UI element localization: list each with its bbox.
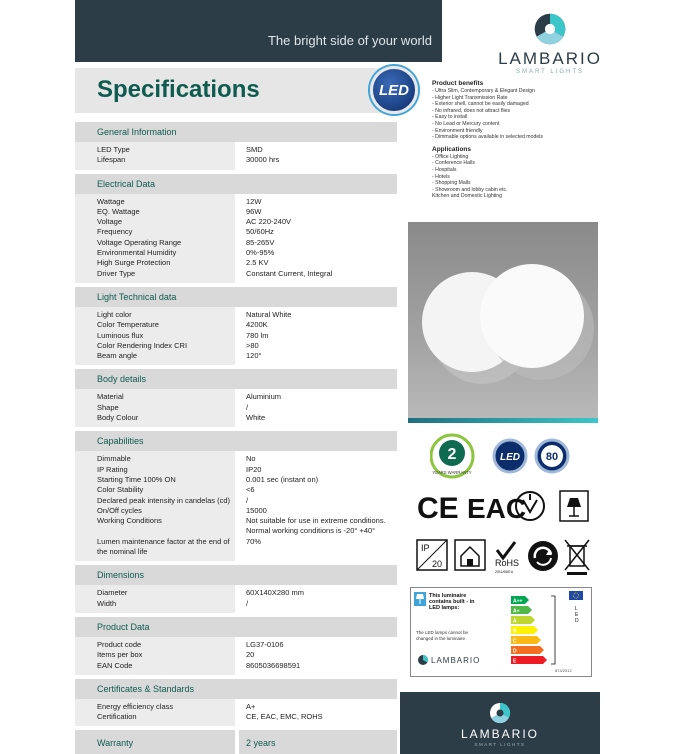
spec-value: 96W [246, 206, 262, 216]
footer-brand-sub: SMART LIGHTS [474, 742, 526, 747]
spec-value: 15000 [246, 505, 267, 515]
spec-label: Environmental Humidity [97, 248, 177, 258]
spec-label: Working Conditions [97, 516, 162, 526]
spec-value [246, 547, 397, 557]
section-body [75, 699, 397, 727]
spec-value: 8605036698591 [246, 660, 301, 670]
energy-side-label: L E D [575, 606, 579, 624]
spec-value: 0%-95% [246, 248, 275, 258]
rohs-sub: 2011/65/EU [495, 570, 514, 574]
lamp-image [408, 222, 598, 418]
title-band [75, 68, 398, 113]
footer-band [400, 692, 600, 754]
rohs-icon [495, 542, 519, 574]
application-item: - Hotels [432, 173, 450, 180]
spec-value: >80 [246, 340, 259, 350]
spec-value: SMD [246, 145, 263, 154]
spec-value: 4200K [246, 320, 268, 330]
energy-regulation: 874/2012 [555, 668, 572, 673]
section-title: Electrical Data [97, 178, 156, 189]
spec-label: Lifespan [97, 155, 126, 165]
energy-class-bar [511, 656, 547, 664]
spec-value: 12W [246, 196, 262, 206]
rohs-label: RoHS [495, 558, 520, 568]
spec-label: IP Rating [97, 464, 128, 474]
section-header-fill [239, 174, 397, 194]
spec-value: Natural White [246, 309, 292, 319]
section-body [75, 194, 397, 283]
spec-label: Voltage Operating Range [97, 237, 182, 247]
warranty-row [75, 730, 397, 754]
spec-value: Aluminium [246, 392, 282, 402]
spec-value: Not suitable for use in extreme conditions. [246, 516, 386, 526]
section-header-fill [239, 565, 397, 585]
spec-label: Beam angle [97, 351, 138, 361]
energy-class-label: A+ [513, 608, 520, 615]
spec-label: On/Off cycles [97, 505, 142, 515]
label-column [75, 389, 235, 427]
spec-label: High Surge Protection [97, 258, 171, 268]
label-column [75, 699, 235, 727]
section-title: Light Technical data [97, 291, 177, 302]
benefits-title: Product benefits [432, 80, 484, 87]
spec-value: 60X140X280 mm [246, 588, 304, 598]
spec-value: 30000 hrs [246, 155, 280, 165]
energy-class-label: B [513, 628, 517, 635]
spec-value: / [246, 598, 249, 608]
application-item: - Conference Halls [432, 160, 475, 167]
spec-label: Voltage [97, 217, 123, 227]
spec-label: the nominal life [97, 547, 148, 557]
benefit-item: - No Lead or Mercury content [432, 120, 500, 127]
label-column [75, 585, 235, 613]
warranty-value: 2 years [239, 730, 397, 754]
lamp-symbol-icon [414, 592, 426, 606]
product-photo [408, 222, 598, 418]
brand-logo [470, 12, 630, 75]
label-column [75, 194, 235, 283]
section-title: Certificates & Standards [97, 683, 195, 694]
label-column [75, 142, 235, 170]
spec-label: EAN Code [97, 660, 133, 670]
warranty-label: Warranty [75, 730, 235, 754]
eac-icon: EAC [467, 493, 527, 524]
spec-value: 120° [246, 351, 262, 361]
section-body [75, 389, 397, 427]
section-header [75, 565, 397, 585]
spec-label: Shape [97, 402, 119, 412]
value-column [239, 194, 397, 283]
spec-value: / [246, 402, 249, 412]
value-column [239, 451, 397, 561]
value-column [239, 307, 397, 365]
spec-value: Constant Current, Integral [246, 268, 333, 278]
energy-brand-logo [418, 655, 480, 665]
section-header [75, 431, 397, 451]
recycle-icon [528, 541, 558, 571]
application-item: - Showroom and lobby cabin etc. [432, 186, 508, 193]
value-column [239, 637, 397, 675]
benefit-item: - Environment friendly [432, 127, 483, 134]
benefits-panel [432, 80, 612, 200]
benefit-item: - No infrared, does not attract flies [432, 107, 511, 114]
compliance-icons [415, 536, 590, 576]
spec-label: Material [97, 392, 124, 402]
energy-bracket [551, 596, 555, 664]
warranty-text: YEARS WARRANTY [432, 470, 472, 475]
value-column [239, 585, 397, 613]
specifications-table [75, 122, 397, 754]
cri-value: 80 [545, 451, 559, 463]
section-title: Capabilities [97, 436, 144, 447]
brand-name: LAMBARIO [498, 49, 602, 68]
application-item: - Hospitals [432, 166, 457, 173]
spec-value: 0.001 sec (instant on) [246, 474, 319, 484]
cri-icon [536, 440, 568, 472]
ce-icon: CE [417, 492, 459, 525]
spec-label: Light color [97, 309, 132, 319]
spec-label: Frequency [97, 227, 133, 237]
spec-label: Color Temperature [97, 320, 159, 330]
spec-value: IP20 [246, 464, 262, 474]
section-header-fill [239, 679, 397, 699]
spec-label: Certification [97, 712, 137, 722]
energy-class-label: A++ [513, 598, 523, 605]
spec-value: / [246, 495, 249, 505]
benefit-item: - Higher Light Transmission Rate [432, 94, 508, 101]
warranty-years: 2 [447, 446, 457, 463]
application-item: - Office Lighting [432, 153, 469, 160]
section-header-fill [239, 122, 397, 142]
spec-label [97, 526, 235, 536]
energy-brand: LAMBARIO [431, 656, 481, 665]
spec-value: Normal working conditions is -20° +40° [246, 526, 376, 536]
spec-value: 70% [246, 536, 262, 546]
spec-value: AC 220-240V [246, 217, 292, 227]
benefit-item: - Ultra Slim, Contemporary & Elegant Design [432, 88, 535, 94]
section-body [75, 142, 397, 170]
ip20-number: 20 [432, 559, 443, 569]
spec-value: CE, EAC, EMC, ROHS [246, 712, 323, 722]
spec-value: 85-265V [246, 237, 275, 247]
led-badge: LED [370, 66, 418, 114]
spec-label: Energy efficiency class [97, 701, 174, 711]
section-header [75, 369, 397, 389]
spec-label: Product code [97, 639, 142, 649]
application-item: - Shopping Malls [432, 180, 471, 187]
applications-title: Applications [432, 145, 472, 153]
warranty-icon [431, 435, 473, 477]
section-title: Body details [97, 374, 147, 385]
section-header-fill [239, 617, 397, 637]
tagline: The bright side of your world [267, 33, 432, 48]
section-header-fill [239, 431, 397, 451]
footer-brand: LAMBARIO [460, 727, 540, 741]
accent-bar [408, 418, 598, 423]
spec-value: White [246, 413, 266, 423]
header-band [75, 0, 442, 62]
spec-label: Starting Time 100% ON [97, 474, 176, 484]
spec-label: LED Type [97, 145, 130, 154]
label-column [75, 451, 235, 561]
label-column [75, 307, 235, 365]
spec-value: A+ [246, 701, 256, 711]
spec-value: No [246, 454, 256, 464]
benefit-item: - Exterior shell, cannot be easily damaged [432, 101, 529, 108]
brand-tagline: SMART LIGHTS [515, 69, 585, 75]
spec-value: 780 lm [246, 330, 269, 340]
spec-label: Diameter [97, 588, 128, 598]
ip20-top: IP [421, 543, 430, 553]
value-column [239, 699, 397, 727]
section-header-fill [239, 369, 397, 389]
section-header-fill [239, 287, 397, 307]
eu-flag-icon [569, 591, 583, 600]
label-column [75, 637, 235, 675]
section-body [75, 585, 397, 613]
value-column [239, 142, 397, 170]
energy-class-scale [511, 596, 555, 665]
led-circle-label: LED [500, 452, 520, 463]
energy-class-label: C [513, 638, 517, 645]
section-title: Product Data [97, 621, 150, 632]
spec-label: Color Rendering Index CRI [97, 340, 188, 350]
indoor-use-icon [455, 540, 485, 570]
spec-value: 2.5 KV [246, 258, 269, 268]
application-item: Kitchen and Domestic Lighting [432, 193, 503, 200]
energy-label [410, 587, 592, 677]
spec-label: Items per box [97, 650, 143, 660]
page-title: Specifications [97, 76, 260, 103]
energy-note: The LED lamps cannot be changed in the luminaire [416, 630, 469, 641]
lamp-icon [560, 491, 588, 521]
section-body [75, 307, 397, 365]
spec-label: EQ. Wattage [97, 206, 140, 216]
brand-mark-icon [533, 12, 567, 46]
section-header [75, 174, 397, 194]
spec-label: Lumen maintenance factor at the end of [97, 536, 230, 546]
weee-bin-icon [565, 540, 589, 575]
energy-class-label: D [513, 648, 517, 655]
footer-brand-mark-icon [490, 703, 510, 723]
spec-label: Color Stability [97, 485, 144, 495]
section-header [75, 287, 397, 307]
certification-icons [415, 486, 590, 526]
spec-value: 20 [246, 650, 255, 660]
section-title: General Information [97, 127, 177, 137]
section-header [75, 617, 397, 637]
ip20-icon [417, 540, 447, 570]
spec-label: Declared peak intensity in candelas (cd) [97, 495, 230, 505]
section-body [75, 451, 397, 561]
benefit-item: - Dimmable options available in selected models [432, 134, 544, 141]
value-column [239, 389, 397, 427]
spec-value: <6 [246, 485, 255, 495]
spec-value: 50/60Hz [246, 227, 274, 237]
energy-line-2: contains built - in [429, 599, 475, 605]
section-body [75, 637, 397, 675]
section-header [75, 122, 397, 142]
energy-class-label: E [513, 658, 517, 665]
benefit-item: - Easy to install [432, 114, 468, 121]
led-circle-icon [494, 440, 526, 472]
spec-label: Luminous flux [97, 330, 144, 340]
energy-line-3: LED lamps: [429, 605, 460, 611]
feature-badges [430, 432, 590, 480]
spec-label: Wattage [97, 196, 125, 206]
section-title: Dimensions [97, 570, 145, 581]
spec-label: Body Colour [97, 413, 139, 423]
energy-line-1: This luminaire [429, 593, 467, 599]
spec-value: LG37-0106 [246, 639, 284, 649]
energy-class-label: A [513, 618, 517, 625]
spec-label: Dimmable [97, 454, 131, 464]
section-header [75, 679, 397, 699]
spec-label: Width [97, 598, 117, 608]
spec-label: Driver Type [97, 268, 136, 278]
